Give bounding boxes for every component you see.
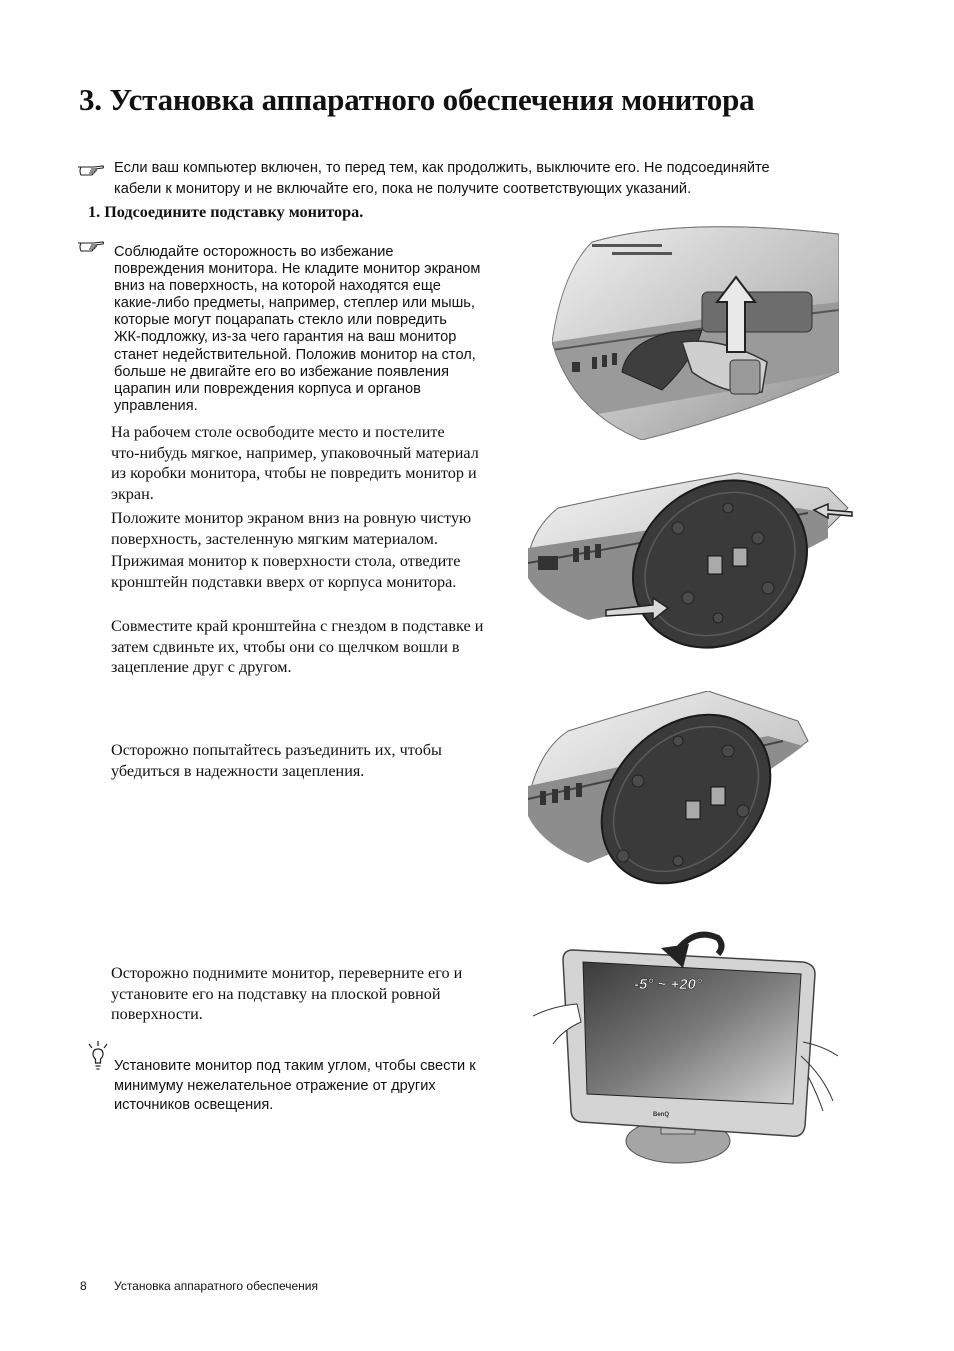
illustration-pull-bracket [552,222,839,440]
paragraph-pull-bracket [111,551,461,592]
tip-line: Установите монитор под таким углом, чтобы свести к [114,1058,476,1074]
caution-line: Соблюдайте осторожность во избежание [114,244,394,260]
paragraph-line: из коробки монитора, чтобы не повредить монитор и [111,464,477,483]
paragraph-line: На рабочем столе освободите место и постелите [111,423,445,441]
caution-line: какие-либо предметы, например, степлер или мышь, [114,295,475,312]
paragraph-lift [111,963,462,1025]
caution-line: повреждения монитора. Не кладите монитор экраном [114,261,481,278]
intro-note-line: кабели к монитору и не включайте его, пока не получите соответствующих указаний. [114,181,692,197]
caution-note-text [114,244,480,415]
tip-note-text [114,1057,476,1116]
footer-page-number: 8 [80,1279,87,1293]
intro-note-text [114,158,770,200]
paragraph-line: Осторожно поднимите монитор, переверните его и [111,964,463,982]
intro-note-line: Если ваш компьютер включен, то перед тем, как продолжить, выключите его. Не подсоединяйте [114,160,770,176]
caution-line: больше не двигайте его во избежание появления [114,363,449,380]
paragraph-line: Совместите край кронштейна с гнездом в подставке и [111,617,484,635]
tip-line: минимуму нежелательное отражение от других [114,1077,436,1094]
paragraph-line: Осторожно попытайтесь разъединить их, чтобы [111,741,442,759]
paragraph-line: затем сдвиньте их, чтобы они со щелчком вошли в [111,637,460,656]
pointing-hand-icon [77,239,105,253]
illustration-attach-base [528,468,854,651]
footer-section: Установка аппаратного обеспечения [114,1279,319,1293]
paragraph-line: убедиться в надежности зацепления. [111,761,365,780]
step-title: 1. Подсоедините подставку монитора. [88,203,364,221]
tilt-angle-label: -5° ~ +20° [634,976,702,993]
illustration-monitor-tilt [533,926,843,1166]
caution-line: ЖК-подложку, из-за чего гарантия на ваш монитор [114,329,457,346]
page-title: 3. Установка аппаратного обеспечения монитора [79,82,755,117]
tip-line: источников освещения. [114,1097,274,1114]
pointing-hand-icon [77,163,105,177]
paragraph-place-monitor [111,508,471,549]
paragraph-line: Положите монитор экраном вниз на ровную чистую [111,509,472,527]
paragraph-line: поверхность, застеленную мягким материалом. [111,529,438,548]
paragraph-line: Прижимая монитор к поверхности стола, отведите [111,552,461,570]
paragraph-line: установите его на подставку на плоской ровной [111,984,441,1003]
lightbulb-icon [86,1040,110,1072]
caution-line: которые могут поцарапать стекло или повредить [114,312,447,329]
caution-line: станет недействительной. Положив монитор на стол, [114,346,476,363]
paragraph-line: что-нибудь мягкое, например, упаковочный материал [111,443,479,462]
paragraph-line: экран. [111,485,154,504]
paragraph-align [111,616,483,678]
paragraph-line: поверхности. [111,1005,203,1024]
caution-line: управления. [114,397,198,414]
paragraph-clear-desk [111,422,479,505]
paragraph-line: кронштейн подставки вверх от корпуса монитора. [111,572,457,591]
caution-line: вниз на поверхность, на которой находятся еще [114,278,441,295]
paragraph-check [111,740,442,781]
caution-line: царапин или повреждения корпуса и органов [114,380,421,397]
brand-logo: BenQ [653,1112,670,1118]
paragraph-line: зацепление друг с другом. [111,658,292,677]
illustration-check-base [528,691,811,891]
